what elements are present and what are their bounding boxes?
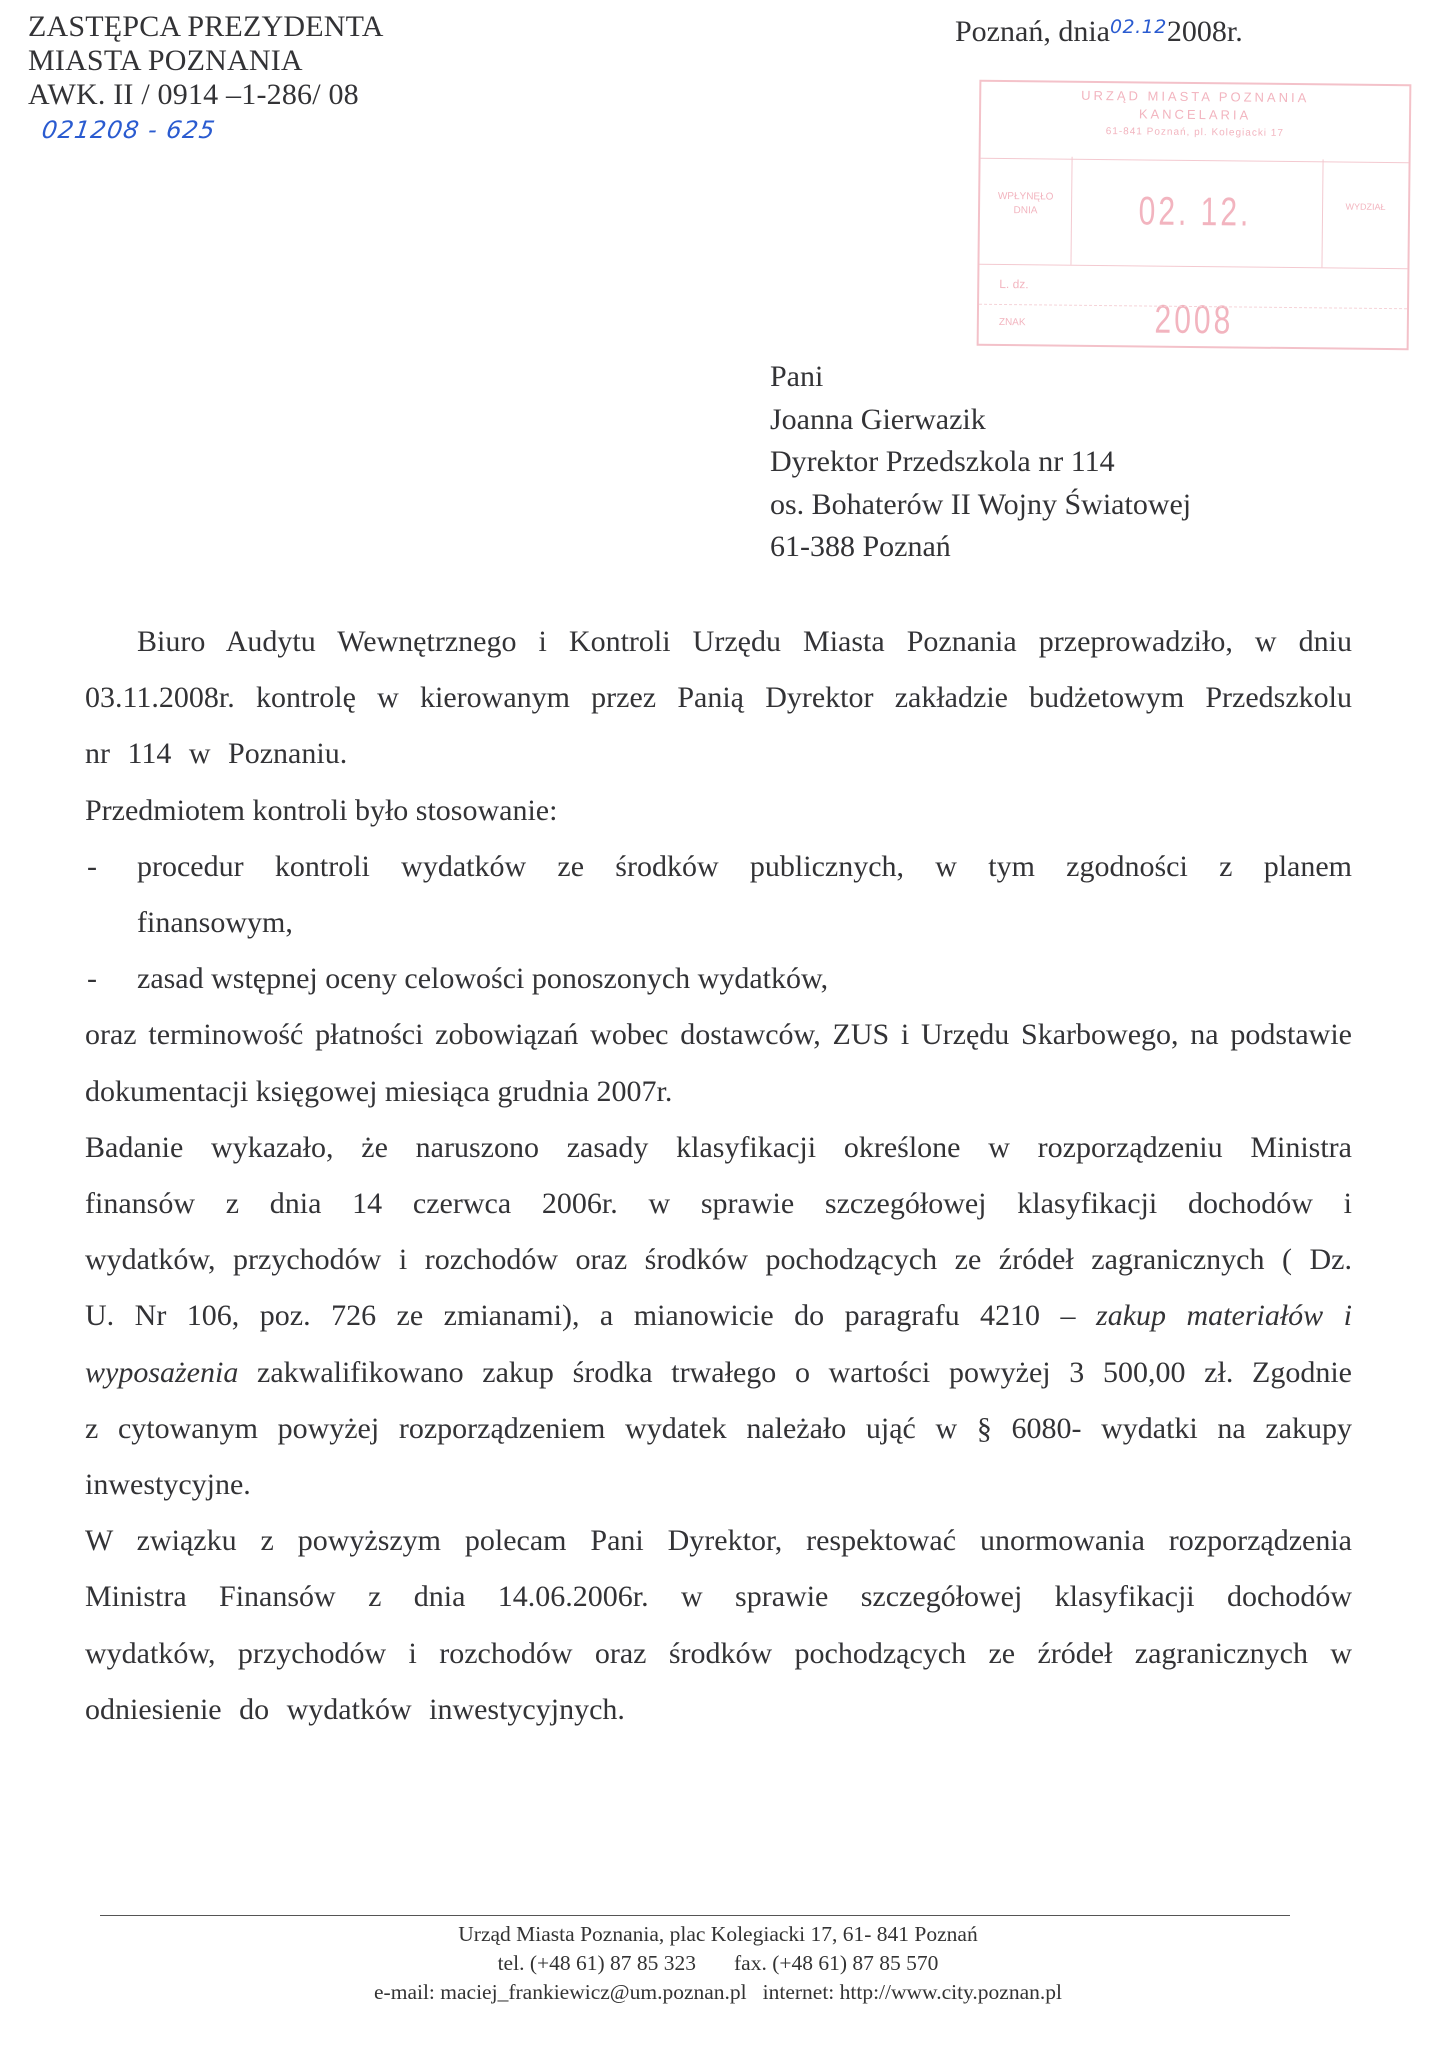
stamp-header	[981, 82, 1410, 163]
stamp-department-cell: WYDZIAŁ	[1321, 159, 1408, 268]
footer-email-link[interactable]: e-mail: maciej_frankiewicz@um.poznan.pl	[374, 1980, 747, 2004]
stamp-received-date: 02. 12. 2008	[1138, 189, 1252, 343]
reference-number: AWK. II / 0914 –1-286/ 08	[28, 78, 359, 111]
date-year: 2008r.	[1166, 15, 1243, 48]
recipient-salutation: Pani	[770, 360, 824, 393]
recipient-position: Dyrektor Przedszkola nr 114	[770, 445, 1115, 478]
letter-date	[955, 10, 1243, 49]
paragraph-scope-continued: oraz terminowość płatności zobowiązań wobec dostawców, ZUS i Urzędu Skarbowego, na podstawie dokumentacji księgowej miesiąca grudnia 2007r.	[85, 1018, 1352, 1108]
list-item	[85, 951, 1352, 1007]
paragraph-scope-intro: Przedmiotem kontroli było stosowanie:	[85, 793, 558, 827]
stamp-address: 61-841 Poznań, pl. Kolegiacki 17	[1105, 126, 1285, 139]
bullet-text: zasad wstępnej oceny celowości ponoszonych wydatków,	[137, 962, 829, 996]
recipient-postal-city: 61-388 Poznań	[770, 530, 951, 563]
bullet-dash: -	[87, 962, 97, 996]
findings-text-2: zakwalifikowano zakup środka trwałego o wartości powyżej 3 500,00 zł. Zgodnie z cytowanym powyżej rozporządzeniem wydatek należało ująć w § 6080- wydatki na zakupy inwestycyjne.	[85, 1355, 1352, 1502]
stamp-department: KANCELARIA	[1138, 106, 1252, 123]
footer-phone-line	[0, 1949, 1436, 1978]
findings-text-1: Badanie wykazało, że naruszono zasady klasyfikacji określone w rozporządzeniu Ministra finansów z dnia 14 czerwca 2006r. w sprawie szczegółowej klasyfikacji dochodów i wydatków, przychodów i rozchodów oraz środków pochodzących ze źródeł zagranicznych ( Dz. U. Nr 106, poz. 726 ze zmianami), a mianowicie do paragrafu 4210 –	[85, 1130, 1352, 1333]
sender-city: MIASTA POZNANIA	[28, 44, 303, 77]
footer-divider	[100, 1915, 1290, 1916]
footer-address: Urząd Miasta Poznania, plac Kolegiacki 17, 61- 841 Poznań	[458, 1922, 978, 1946]
recipient-street: os. Bohaterów II Wojny Światowej	[770, 487, 1192, 521]
footer	[0, 1920, 1436, 2007]
recipient-block	[770, 356, 1191, 569]
sender-block	[28, 10, 384, 147]
stamp-registry-row: L. dz.	[979, 264, 1407, 309]
footer-fax: fax. (+48 61) 87 85 570	[734, 1951, 939, 1975]
letter-body	[85, 614, 1352, 1738]
stamp-day-word: DNIA	[1013, 205, 1038, 217]
date-prefix: Poznań, dnia	[955, 15, 1110, 48]
bullet-dash: -	[87, 849, 97, 883]
bullet-text: procedur kontroli wydatków ze środków publicznych, w tym zgodności z planem finansowym,	[137, 849, 1352, 940]
stamp-sign-row: ZNAK	[979, 304, 1407, 347]
footer-website-link[interactable]: internet: http://www.city.poznan.pl	[762, 1980, 1062, 2004]
receipt-stamp	[977, 80, 1412, 351]
findings-italic-category: zakup materiałów i wyposażenia	[85, 1299, 1352, 1389]
stamp-office-name: URZĄD MIASTA POZNANIA	[1081, 87, 1310, 106]
paragraph-recommendation: W związku z powyższym polecam Pani Dyrektor, respektować unormowania rozporządzenia Ministra Finansów z dnia 14.06.2006r. w sprawie szczegółowej klasyfikacji dochodów wydatków, przychodów i rozchodów oraz środków pochodzących ze źródeł zagranicznych w odniesienie do wydatków inwestycyjnych.	[85, 1524, 1352, 1726]
sender-title: ZASTĘPCA PREZYDENTA	[28, 10, 384, 43]
list-item	[85, 839, 1352, 951]
recipient-name: Joanna Gierwazik	[770, 402, 986, 436]
handwritten-registry-number: 021208 - 625	[40, 116, 218, 144]
paragraph-findings	[85, 1120, 1352, 1513]
handwritten-date: 02.12	[1109, 16, 1167, 38]
stamp-received-label	[979, 156, 1072, 265]
footer-contact-line	[0, 1978, 1436, 2007]
stamp-received-word: WPŁYNĘŁO	[997, 190, 1054, 203]
footer-tel: tel. (+48 61) 87 85 323	[497, 1951, 697, 1975]
paragraph-audit-intro: Biuro Audytu Wewnętrznego i Kontroli Urzędu Miasta Poznania przeprowadziło, w dniu 03.11.2008r. kontrolę w kierowanym przez Panią Dyrektor zakładzie budżetowym Przedszkolu nr 114 w Poznaniu.	[85, 625, 1352, 771]
